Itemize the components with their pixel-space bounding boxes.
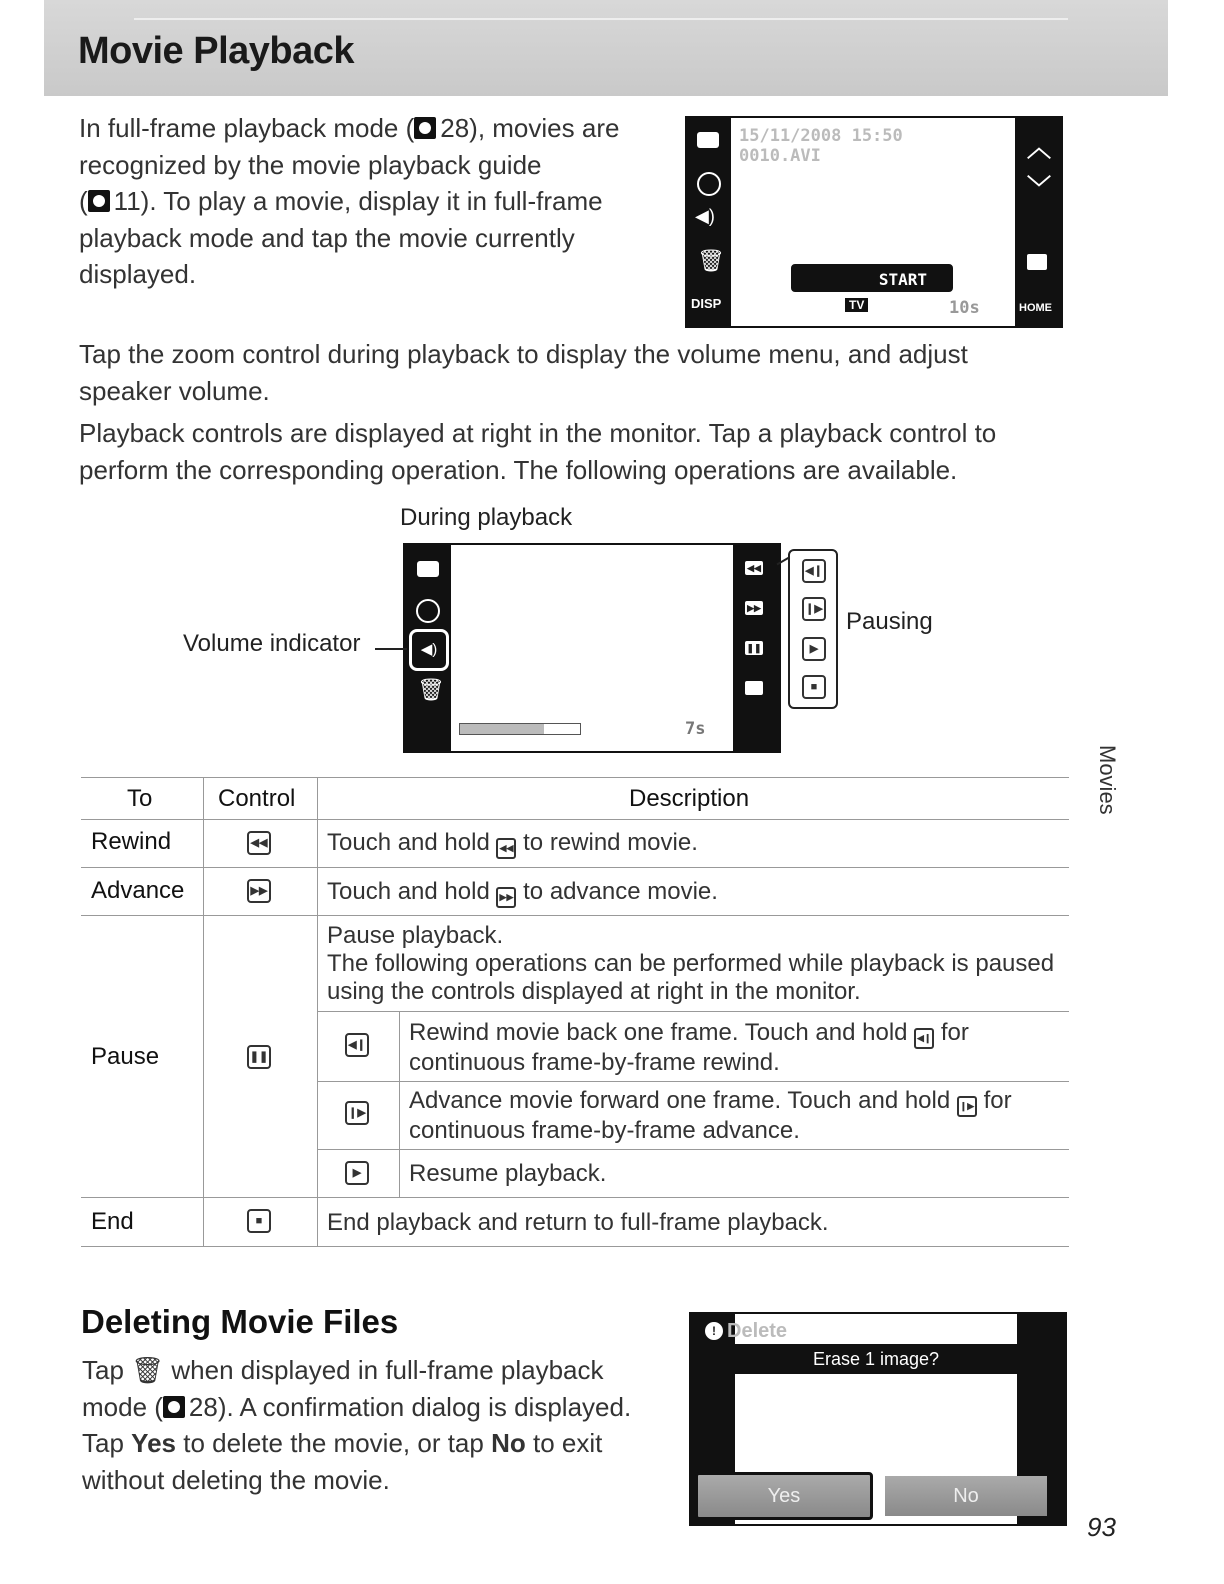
volume-callout-line (375, 648, 407, 650)
playback-mode-icon[interactable] (416, 599, 440, 623)
frame-rewind-control-icon: ◀❙ (345, 1033, 369, 1057)
header-control: Control (218, 785, 296, 812)
stop-icon[interactable] (745, 681, 763, 695)
header-description: Description (629, 785, 750, 812)
delete-paragraph: Tap 🗑 when displayed in full-frame playback mode ( 28). A confirmation dialog is displayed. Tap Yes to delete the movie, or tap No to exit without deleting the movie. (82, 1355, 632, 1495)
intro-paragraph: In full-frame playback mode ( 28), movies are recognized by the movie playback guide ( 11). To play a movie, display it in full-frame playback mode and tap the movie currently displayed. (79, 113, 620, 289)
section-side-tab: Movies (1095, 745, 1120, 815)
page-title: Movie Playback (78, 30, 355, 72)
controls-paragraph: Playback controls are displayed at right in the monitor. Tap a playback control to perform the corresponding operation. The following operations are available. (79, 418, 997, 485)
frame-rewind-icon: ◀❙ (914, 1028, 934, 1049)
frame-advance-control-icon: ❙▶ (345, 1101, 369, 1125)
left-control-bar (687, 118, 731, 326)
sub-resume-description: Resume playback. (409, 1160, 607, 1187)
pausing-controls-callout (788, 549, 838, 709)
playback-mode-icon[interactable] (697, 172, 721, 196)
remaining-time-readout: 7s (685, 719, 706, 739)
page-ref-icon (163, 1396, 185, 1418)
advance-icon: ▶▶ (496, 887, 516, 908)
dialog-title: Delete (727, 1320, 788, 1342)
scroll-down-icon[interactable]: ﹀ (1027, 175, 1051, 202)
page-ref-icon (88, 190, 110, 212)
warning-icon: ! (703, 1320, 725, 1342)
camera-icon[interactable] (417, 561, 439, 577)
row-advance-description: Touch and hold ▶▶ to advance movie. (327, 878, 718, 908)
section-title: Deleting Movie Files (81, 1303, 399, 1340)
rewind-icon: ◀◀ (496, 838, 516, 859)
trash-icon[interactable]: 🗑 (697, 248, 725, 273)
pausing-label: Pausing (846, 608, 933, 635)
row-rewind-description: Touch and hold ◀◀ to rewind movie. (327, 829, 698, 859)
during-playback-screen (403, 543, 781, 753)
pause-control-icon: ❚❚ (247, 1045, 271, 1069)
sub-rewind-description: Rewind movie back one frame. Touch and hold ◀❙ for continuous frame-by-frame rewind. (409, 1019, 969, 1076)
row-pause-description: Pause playback. The following operations can be performed while playback is paused using the controls displayed at right in the monitor. (327, 922, 1055, 1005)
diagram-caption: During playback (400, 504, 573, 531)
delete-dialog-screen (689, 1312, 1067, 1526)
right-control-bar (1015, 118, 1061, 326)
left-control-bar (405, 545, 451, 751)
row-pause-to: Pause (91, 1043, 160, 1070)
scroll-up-icon[interactable]: ︿ (1027, 135, 1051, 162)
tv-indicator: TV (845, 298, 868, 312)
zoom-paragraph: Tap the zoom control during playback to display the volume menu, and adjust speaker volume. (79, 339, 968, 406)
frame-advance-icon: ❙▶ (957, 1096, 977, 1117)
row-advance-to: Advance (91, 877, 185, 904)
rewind-icon[interactable]: ◀◀ (745, 561, 763, 575)
camera-icon[interactable] (697, 132, 719, 148)
operations-table (81, 777, 1069, 1247)
end-control-icon: ■ (247, 1209, 271, 1233)
advance-icon[interactable]: ▶▶ (745, 601, 763, 615)
page-number: 93 (1087, 1512, 1116, 1542)
trash-icon[interactable]: 🗑 (417, 677, 445, 702)
progress-bar (459, 723, 581, 735)
file-name-readout: 0010.AVI (739, 146, 821, 166)
resume-icon: ▶ (802, 637, 826, 661)
right-control-bar (733, 545, 779, 751)
row-rewind-to: Rewind (91, 828, 172, 855)
dialog-question: Erase 1 image? (735, 1344, 1017, 1374)
home-button[interactable]: HOME (1019, 302, 1052, 314)
frame-rewind-icon: ◀❙ (802, 559, 826, 583)
volume-indicator-icon[interactable]: ◀) (409, 629, 449, 671)
pause-icon[interactable]: ❚❚ (746, 643, 762, 653)
row-end-to: End (91, 1208, 134, 1235)
yes-button[interactable]: Yes (695, 1472, 873, 1520)
trash-icon: 🗑 (131, 1355, 165, 1385)
movie-length-readout: 10s (949, 298, 980, 318)
no-button[interactable]: No (885, 1476, 1047, 1516)
header-to: To (127, 785, 153, 812)
rewind-control-icon: ◀◀ (247, 831, 271, 855)
date-time-readout: 15/11/2008 15:50 (739, 126, 903, 146)
advance-control-icon: ▶▶ (247, 879, 271, 903)
volume-indicator-label: Volume indicator (183, 630, 361, 657)
start-movie-guide[interactable]: START (791, 264, 953, 292)
resume-control-icon: ▶ (345, 1161, 369, 1185)
thumbnail-icon[interactable] (1027, 254, 1047, 270)
row-end-description: End playback and return to full-frame playback. (327, 1209, 829, 1236)
frame-advance-icon: ❙▶ (802, 597, 826, 621)
end-icon: ■ (802, 675, 826, 699)
disp-button[interactable]: DISP (691, 296, 722, 311)
page-ref-icon (414, 117, 436, 139)
sub-advance-description: Advance movie forward one frame. Touch and hold ❙▶ for continuous frame-by-frame advance. (409, 1087, 1012, 1144)
playback-screen (685, 116, 1063, 328)
speaker-icon[interactable]: ◀) (695, 206, 715, 226)
